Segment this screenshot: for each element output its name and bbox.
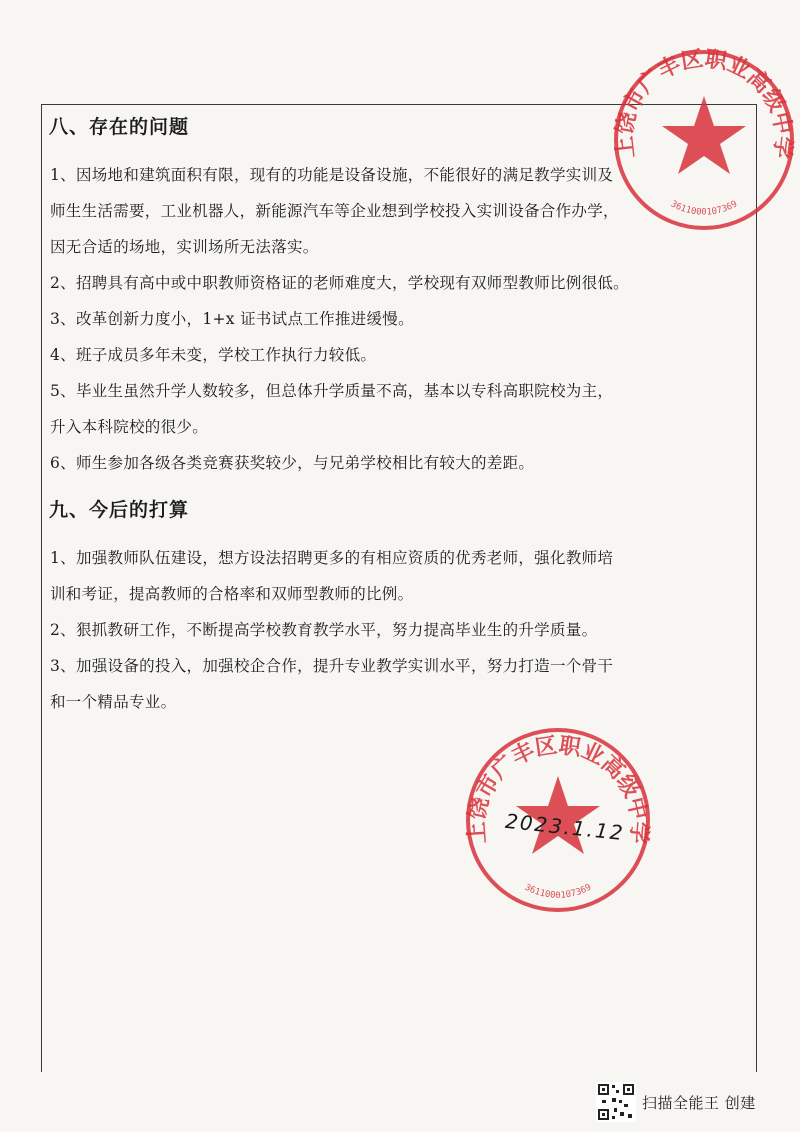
list-item: 训和考证，提高教师的合格率和双师型教师的比例。 xyxy=(50,585,414,603)
section-9-heading: 九、今后的打算 xyxy=(49,499,190,521)
list-item: 1、加强教师队伍建设，想方设法招聘更多的有相应资质的优秀老师，强化教师培 xyxy=(50,549,614,567)
list-item: 5、毕业生虽然升学人数较多，但总体升学质量不高，基本以专科高职院校为主， xyxy=(50,382,614,400)
section-8-heading: 八、存在的问题 xyxy=(49,116,190,138)
list-item: 2、招聘具有高中或中职教师资格证的老师难度大，学校现有双师型教师比例很低。 xyxy=(50,274,629,292)
official-seal-top xyxy=(608,44,800,236)
seal-bottom-text: 上饶市广丰区职业高级中学 xyxy=(464,733,652,845)
list-item: 因无合适的场地，实训场所无法落实。 xyxy=(50,238,319,256)
list-item: 2、狠抓教研工作，不断提高学校教育教学水平，努力提高毕业生的升学质量。 xyxy=(50,621,598,639)
svg-text:3611000107369 xyxy=(523,883,593,901)
list-item: 升入本科院校的很少。 xyxy=(50,418,209,436)
svg-text:3611000107369 xyxy=(669,199,739,217)
handwritten-date: 2023.1.12 xyxy=(504,808,626,846)
footer-label: 扫描全能王 创建 xyxy=(642,1093,756,1112)
scanner-watermark xyxy=(596,1082,756,1122)
list-item: 4、班子成员多年未变，学校工作执行力较低。 xyxy=(50,346,377,364)
list-item: 6、师生参加各级各类竞赛获奖较少，与兄弟学校相比有较大的差距。 xyxy=(50,454,535,472)
qr-code-icon xyxy=(596,1082,636,1122)
seal-top-text: 上饶市广丰区职业高级中学 xyxy=(612,46,796,160)
list-item: 3、改革创新力度小，1+x 证书试点工作推进缓慢。 xyxy=(50,310,414,328)
seal-bottom-code: 3611000107369 xyxy=(522,882,594,901)
seal-top-code: 3611000107369 xyxy=(668,199,740,218)
section-9-list xyxy=(50,540,730,720)
list-item: 和一个精品专业。 xyxy=(50,693,177,711)
list-item: 3、加强设备的投入，加强校企合作，提升专业教学实训水平，努力打造一个骨干 xyxy=(50,657,614,675)
list-item: 1、因场地和建筑面积有限，现有的功能是设备设施，不能很好的满足教学实训及 xyxy=(50,166,614,184)
list-item: 师生生活需要，工业机器人，新能源汽车等企业想到学校投入实训设备合作办学， xyxy=(50,202,619,220)
